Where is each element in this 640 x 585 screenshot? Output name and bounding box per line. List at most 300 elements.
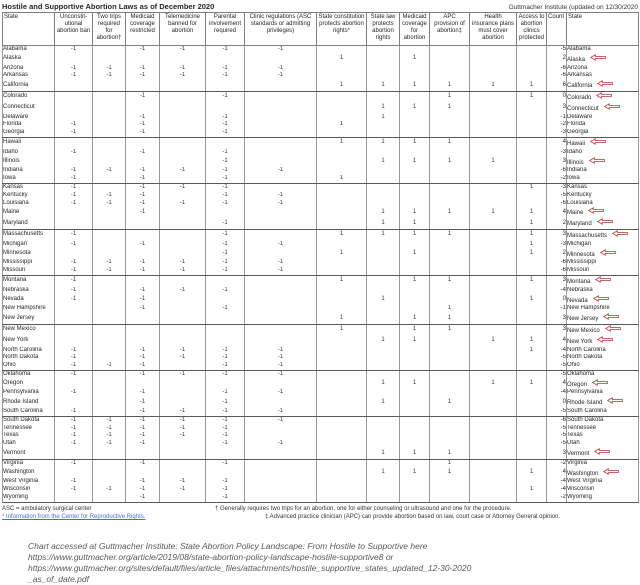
cell-two-trips: -1 xyxy=(93,486,126,494)
cell-state-name-repeat xyxy=(567,267,639,275)
cell-medicaid-restricted: -1 xyxy=(126,347,160,355)
cell-clinic-access: 1 xyxy=(517,91,547,102)
cell-parental-involvement: -1 xyxy=(206,229,245,240)
cell-state-name-repeat xyxy=(567,389,639,397)
cell-count: 2 xyxy=(547,218,567,229)
cell-state-law-protects xyxy=(367,389,400,397)
cell-medicaid-restricted xyxy=(126,249,160,260)
cell-telemedicine-ban xyxy=(160,207,206,218)
cell-state-name-repeat xyxy=(567,80,639,91)
cell-telemedicine-ban xyxy=(160,91,206,102)
table-row xyxy=(3,408,639,416)
cell-state-name: Hawaii xyxy=(3,137,55,148)
cell-state-law-protects xyxy=(367,494,400,502)
cell-unconstitutional-ban: -1 xyxy=(55,486,93,494)
cell-health-insurance xyxy=(470,313,517,324)
cell-telemedicine-ban: -1 xyxy=(160,259,206,267)
cell-constitution-protects xyxy=(317,129,367,137)
cell-state-name-repeat xyxy=(567,324,639,335)
cell-state-law-protects xyxy=(367,65,400,73)
cell-clinic-regulations xyxy=(245,229,317,240)
table-row xyxy=(3,336,639,347)
cell-apc-provision xyxy=(430,65,470,73)
cell-clinic-regulations xyxy=(245,129,317,137)
cell-medicaid-coverage xyxy=(400,149,430,157)
cell-state-law-protects xyxy=(367,200,400,208)
cell-medicaid-restricted: -1 xyxy=(126,72,160,80)
cell-apc-provision xyxy=(430,416,470,424)
cell-health-insurance xyxy=(470,389,517,397)
cell-two-trips xyxy=(93,478,126,486)
supportive-arrow-icon xyxy=(612,230,628,241)
cell-apc-provision: 1 xyxy=(430,229,470,240)
cell-medicaid-coverage xyxy=(400,362,430,370)
cell-medicaid-restricted: -1 xyxy=(126,200,160,208)
cell-state-law-protects: 1 xyxy=(367,137,400,148)
column-header-constitution-protects: State constitution protects abortion rights* xyxy=(317,13,367,46)
cell-medicaid-coverage: 1 xyxy=(400,379,430,390)
state-label: Kentucky xyxy=(567,191,592,198)
cell-constitution-protects: 1 xyxy=(317,324,367,335)
cell-constitution-protects: 1 xyxy=(317,275,367,286)
cell-health-insurance xyxy=(470,167,517,175)
cell-count: 0 xyxy=(547,295,567,306)
supportive-arrow-icon xyxy=(597,218,613,229)
cell-medicaid-coverage: 1 xyxy=(400,313,430,324)
table-row xyxy=(3,183,639,191)
cell-parental-involvement: -1 xyxy=(206,65,245,73)
cell-apc-provision xyxy=(430,54,470,65)
cell-clinic-access xyxy=(517,389,547,397)
cell-medicaid-coverage xyxy=(400,267,430,275)
cell-state-law-protects: 1 xyxy=(367,448,400,459)
cell-unconstitutional-ban xyxy=(55,103,93,114)
cell-medicaid-coverage xyxy=(400,416,430,424)
cell-clinic-regulations xyxy=(245,468,317,479)
cell-telemedicine-ban xyxy=(160,157,206,168)
cell-constitution-protects xyxy=(317,207,367,218)
cell-medicaid-coverage xyxy=(400,175,430,183)
state-label: Connecticut xyxy=(567,105,599,112)
caption-line-2: https://www.guttmacher.org/article/2019/08/state-abortion-policy-landscape-hostile-supportive8 or xyxy=(28,551,394,562)
cell-health-insurance xyxy=(470,218,517,229)
cell-state-name: Ohio xyxy=(3,362,55,370)
cell-count: -3 xyxy=(547,183,567,191)
table-row xyxy=(3,157,639,168)
cell-parental-involvement xyxy=(206,137,245,148)
cell-count: -2 xyxy=(547,175,567,183)
cell-state-name: Illinois xyxy=(3,157,55,168)
cell-telemedicine-ban xyxy=(160,114,206,122)
cell-medicaid-restricted: -1 xyxy=(126,432,160,440)
cell-state-name: Delaware xyxy=(3,114,55,122)
table-row xyxy=(3,379,639,390)
cell-parental-involvement: -1 xyxy=(206,287,245,295)
state-label: Maryland xyxy=(567,221,592,228)
cell-apc-provision xyxy=(430,354,470,362)
table-row xyxy=(3,200,639,208)
cell-apc-provision: 1 xyxy=(430,468,470,479)
cell-two-trips xyxy=(93,249,126,260)
cell-parental-involvement: -1 xyxy=(206,157,245,168)
cell-parental-involvement: -1 xyxy=(206,425,245,433)
cell-apc-provision xyxy=(430,149,470,157)
cell-medicaid-restricted xyxy=(126,54,160,65)
table-row xyxy=(3,287,639,295)
cell-parental-involvement: -1 xyxy=(206,416,245,424)
cell-health-insurance xyxy=(470,362,517,370)
cell-apc-provision xyxy=(430,379,470,390)
cell-two-trips xyxy=(93,397,126,408)
supportive-arrow-icon xyxy=(603,313,619,324)
cell-unconstitutional-ban xyxy=(55,494,93,502)
table-row xyxy=(3,389,639,397)
cell-two-trips: -1 xyxy=(93,432,126,440)
cell-state-name: Oregon xyxy=(3,379,55,390)
table-row xyxy=(3,80,639,91)
cell-state-name-repeat xyxy=(567,347,639,355)
cell-state-name-repeat xyxy=(567,468,639,479)
cell-constitution-protects xyxy=(317,486,367,494)
cell-state-name: Connecticut xyxy=(3,103,55,114)
footnote-asc: ASC = ambulatory surgical center xyxy=(2,505,92,512)
cell-state-name-repeat xyxy=(567,167,639,175)
cell-clinic-regulations: -1 xyxy=(245,416,317,424)
cell-two-trips xyxy=(93,46,126,54)
cell-constitution-protects xyxy=(317,103,367,114)
cell-count: -4 xyxy=(547,478,567,486)
state-label: Missouri xyxy=(567,267,590,274)
cell-health-insurance xyxy=(470,192,517,200)
cell-parental-involvement: -1 xyxy=(206,370,245,378)
cell-unconstitutional-ban: -1 xyxy=(55,183,93,191)
cell-unconstitutional-ban: -1 xyxy=(55,149,93,157)
cell-clinic-access xyxy=(517,137,547,148)
cell-clinic-access xyxy=(517,397,547,408)
cell-count: -6 xyxy=(547,167,567,175)
cell-state-name-repeat xyxy=(567,459,639,467)
supportive-arrow-icon xyxy=(597,80,613,91)
cell-apc-provision xyxy=(430,72,470,80)
cell-telemedicine-ban: -1 xyxy=(160,416,206,424)
cell-medicaid-restricted: -1 xyxy=(126,46,160,54)
cell-clinic-regulations: -1 xyxy=(245,354,317,362)
cell-state-name: Minnesota xyxy=(3,249,55,260)
cell-apc-provision xyxy=(430,425,470,433)
cell-clinic-regulations: -1 xyxy=(245,241,317,249)
cell-count: -5 xyxy=(547,440,567,448)
state-label: Alabama xyxy=(567,46,591,52)
cell-clinic-regulations: -1 xyxy=(245,46,317,54)
caption-line-4: _as_of_date.pdf xyxy=(28,573,89,584)
cell-parental-involvement: -1 xyxy=(206,91,245,102)
cell-apc-provision: 1 xyxy=(430,207,470,218)
cell-state-name: Florida xyxy=(3,121,55,129)
cell-state-name: Mississippi xyxy=(3,259,55,267)
cell-health-insurance xyxy=(470,267,517,275)
cell-state-name-repeat xyxy=(567,65,639,73)
cell-count: -5 xyxy=(547,432,567,440)
cell-count: 3 xyxy=(547,313,567,324)
state-label: Illinois xyxy=(567,159,584,166)
cell-unconstitutional-ban xyxy=(55,397,93,408)
table-row xyxy=(3,218,639,229)
cell-medicaid-coverage xyxy=(400,389,430,397)
cell-state-name-repeat xyxy=(567,175,639,183)
table-row xyxy=(3,65,639,73)
cell-two-trips xyxy=(93,121,126,129)
state-label: West Virginia xyxy=(567,478,603,485)
table-row xyxy=(3,275,639,286)
cell-two-trips xyxy=(93,287,126,295)
cell-count: -6 xyxy=(547,259,567,267)
state-label: Vermont xyxy=(567,451,590,458)
cell-state-name-repeat xyxy=(567,54,639,65)
cell-state-name: Montana xyxy=(3,275,55,286)
cell-constitution-protects xyxy=(317,200,367,208)
column-header-state-left: State xyxy=(3,13,55,46)
cell-telemedicine-ban xyxy=(160,468,206,479)
state-label: Nevada xyxy=(567,297,588,304)
cell-medicaid-restricted xyxy=(126,324,160,335)
cell-state-name: Vermont xyxy=(3,448,55,459)
cell-clinic-access: 1 xyxy=(517,347,547,355)
cell-unconstitutional-ban xyxy=(55,336,93,347)
cell-parental-involvement: -1 xyxy=(206,241,245,249)
cell-health-insurance xyxy=(470,478,517,486)
cell-state-law-protects xyxy=(367,121,400,129)
cell-unconstitutional-ban: -1 xyxy=(55,241,93,249)
cell-telemedicine-ban xyxy=(160,137,206,148)
cell-constitution-protects xyxy=(317,287,367,295)
cell-state-name-repeat xyxy=(567,336,639,347)
table-row xyxy=(3,313,639,324)
cell-state-name-repeat xyxy=(567,432,639,440)
cell-clinic-regulations xyxy=(245,175,317,183)
cell-two-trips: -1 xyxy=(93,192,126,200)
cell-telemedicine-ban xyxy=(160,440,206,448)
cell-two-trips xyxy=(93,183,126,191)
supportive-arrow-icon xyxy=(594,448,610,459)
supportive-arrow-icon xyxy=(596,92,612,103)
cell-parental-involvement: -1 xyxy=(206,432,245,440)
cell-telemedicine-ban xyxy=(160,362,206,370)
cell-apc-provision xyxy=(430,336,470,347)
cell-clinic-access xyxy=(517,267,547,275)
cell-clinic-access xyxy=(517,459,547,467)
table-row xyxy=(3,362,639,370)
cell-unconstitutional-ban xyxy=(55,157,93,168)
cell-clinic-regulations xyxy=(245,103,317,114)
cell-state-name-repeat xyxy=(567,408,639,416)
cell-parental-involvement xyxy=(206,336,245,347)
cell-parental-involvement: -1 xyxy=(206,459,245,467)
supportive-arrow-icon xyxy=(592,379,608,390)
table-body xyxy=(3,46,639,503)
cell-health-insurance xyxy=(470,72,517,80)
cell-state-name: Nebraska xyxy=(3,287,55,295)
cell-state-name-repeat xyxy=(567,313,639,324)
cell-health-insurance xyxy=(470,149,517,157)
footnote-star-link[interactable]: * Information from the Center for Reproductive Rights. xyxy=(2,513,146,520)
cell-count: -6 xyxy=(547,72,567,80)
cell-constitution-protects xyxy=(317,336,367,347)
cell-medicaid-restricted xyxy=(126,379,160,390)
cell-medicaid-coverage: 1 xyxy=(400,137,430,148)
cell-apc-provision: 1 xyxy=(430,459,470,467)
cell-state-name-repeat xyxy=(567,397,639,408)
cell-telemedicine-ban xyxy=(160,249,206,260)
cell-clinic-access: 1 xyxy=(517,207,547,218)
cell-unconstitutional-ban xyxy=(55,379,93,390)
cell-parental-involvement: -1 xyxy=(206,129,245,137)
cell-clinic-access xyxy=(517,313,547,324)
cell-clinic-regulations xyxy=(245,432,317,440)
cell-health-insurance xyxy=(470,347,517,355)
cell-two-trips xyxy=(93,129,126,137)
cell-parental-involvement xyxy=(206,54,245,65)
cell-medicaid-restricted: -1 xyxy=(126,416,160,424)
cell-parental-involvement: -1 xyxy=(206,167,245,175)
cell-state-name: Arkansas xyxy=(3,72,55,80)
cell-count: -5 xyxy=(547,370,567,378)
cell-clinic-regulations xyxy=(245,114,317,122)
cell-telemedicine-ban: -1 xyxy=(160,354,206,362)
supportive-arrow-icon xyxy=(605,325,621,336)
cell-count: 3 xyxy=(547,324,567,335)
state-label: New York xyxy=(567,338,593,345)
cell-apc-provision xyxy=(430,183,470,191)
cell-parental-involvement: -1 xyxy=(206,114,245,122)
supportive-arrow-icon xyxy=(590,138,606,149)
cell-state-law-protects xyxy=(367,241,400,249)
cell-telemedicine-ban: -1 xyxy=(160,486,206,494)
table-row xyxy=(3,295,639,306)
cell-unconstitutional-ban: -1 xyxy=(55,259,93,267)
cell-apc-provision xyxy=(430,129,470,137)
cell-medicaid-restricted: -1 xyxy=(126,192,160,200)
state-label: Tennessee xyxy=(567,424,597,431)
cell-parental-involvement: -1 xyxy=(206,486,245,494)
cell-apc-provision xyxy=(430,478,470,486)
cell-two-trips xyxy=(93,459,126,467)
cell-medicaid-restricted: -1 xyxy=(126,175,160,183)
cell-constitution-protects xyxy=(317,72,367,80)
cell-medicaid-coverage xyxy=(400,440,430,448)
table-row xyxy=(3,54,639,65)
cell-parental-involvement: -1 xyxy=(206,478,245,486)
cell-state-name: North Dakota xyxy=(3,354,55,362)
cell-clinic-regulations xyxy=(245,137,317,148)
cell-parental-involvement: -1 xyxy=(206,347,245,355)
cell-telemedicine-ban: -1 xyxy=(160,167,206,175)
cell-unconstitutional-ban: -1 xyxy=(55,287,93,295)
cell-clinic-regulations xyxy=(245,80,317,91)
cell-telemedicine-ban xyxy=(160,229,206,240)
cell-constitution-protects: 1 xyxy=(317,80,367,91)
state-label: Delaware xyxy=(567,113,593,120)
cell-medicaid-coverage xyxy=(400,354,430,362)
cell-telemedicine-ban xyxy=(160,175,206,183)
cell-unconstitutional-ban xyxy=(55,468,93,479)
supportive-arrow-icon xyxy=(595,276,611,287)
cell-two-trips xyxy=(93,229,126,240)
cell-clinic-access xyxy=(517,448,547,459)
cell-state-name: Missouri xyxy=(3,267,55,275)
cell-health-insurance xyxy=(470,200,517,208)
cell-state-name-repeat xyxy=(567,379,639,390)
cell-constitution-protects xyxy=(317,440,367,448)
cell-count: -4 xyxy=(547,287,567,295)
cell-clinic-access xyxy=(517,440,547,448)
state-label: Hawaii xyxy=(567,140,586,147)
cell-count: -6 xyxy=(547,267,567,275)
cell-two-trips xyxy=(93,379,126,390)
cell-health-insurance: 1 xyxy=(470,157,517,168)
cell-clinic-regulations: -1 xyxy=(245,408,317,416)
cell-count: 4 xyxy=(547,137,567,148)
abortion-laws-table xyxy=(2,12,639,503)
cell-state-name: Tennessee xyxy=(3,425,55,433)
cell-state-name-repeat xyxy=(567,305,639,313)
cell-state-law-protects xyxy=(367,249,400,260)
cell-state-name-repeat xyxy=(567,192,639,200)
cell-health-insurance xyxy=(470,486,517,494)
footnotes xyxy=(2,505,638,521)
cell-count: 3 xyxy=(547,275,567,286)
state-label: Utah xyxy=(567,440,580,447)
cell-unconstitutional-ban: -1 xyxy=(55,440,93,448)
cell-medicaid-coverage: 1 xyxy=(400,54,430,65)
table-row xyxy=(3,167,639,175)
cell-clinic-access xyxy=(517,494,547,502)
cell-telemedicine-ban xyxy=(160,54,206,65)
cell-apc-provision: 1 xyxy=(430,80,470,91)
cell-unconstitutional-ban: -1 xyxy=(55,192,93,200)
cell-clinic-regulations xyxy=(245,397,317,408)
cell-state-name: Michigan xyxy=(3,241,55,249)
cell-constitution-protects xyxy=(317,65,367,73)
cell-medicaid-restricted xyxy=(126,80,160,91)
cell-count: 0 xyxy=(547,397,567,408)
cell-clinic-regulations: -1 xyxy=(245,370,317,378)
cell-state-law-protects: 1 xyxy=(367,207,400,218)
cell-state-name-repeat xyxy=(567,287,639,295)
cell-medicaid-coverage xyxy=(400,486,430,494)
source-attribution: Guttmacher Institute (updated on 12/30/2020 xyxy=(508,4,638,11)
cell-state-name-repeat xyxy=(567,200,639,208)
cell-medicaid-restricted: -1 xyxy=(126,440,160,448)
cell-state-name: Alabama xyxy=(3,46,55,54)
cell-state-law-protects xyxy=(367,167,400,175)
cell-apc-provision xyxy=(430,440,470,448)
cell-parental-involvement: -1 xyxy=(206,362,245,370)
cell-count: 4 xyxy=(547,336,567,347)
cell-telemedicine-ban: -1 xyxy=(160,287,206,295)
cell-state-law-protects: 1 xyxy=(367,229,400,240)
cell-state-name: New Jersey xyxy=(3,313,55,324)
cell-medicaid-coverage: 1 xyxy=(400,249,430,260)
cell-medicaid-restricted xyxy=(126,336,160,347)
cell-parental-involvement xyxy=(206,324,245,335)
cell-parental-involvement: -1 xyxy=(206,175,245,183)
cell-medicaid-coverage: 1 xyxy=(400,157,430,168)
cell-two-trips xyxy=(93,207,126,218)
cell-count: -2 xyxy=(547,494,567,502)
cell-parental-involvement xyxy=(206,103,245,114)
cell-state-name-repeat xyxy=(567,207,639,218)
cell-apc-provision xyxy=(430,259,470,267)
